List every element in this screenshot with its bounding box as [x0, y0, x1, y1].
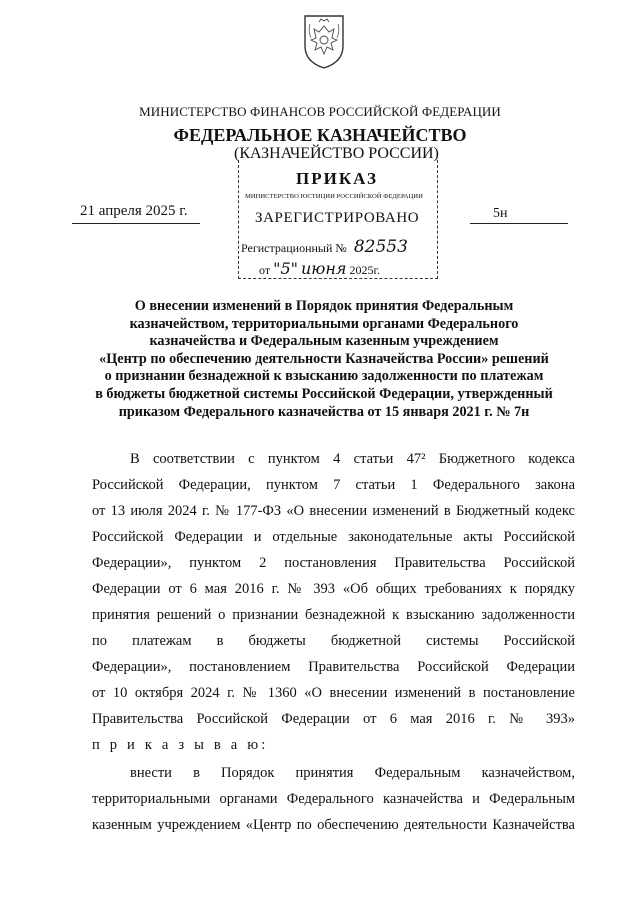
stamp-reg-label: Регистрационный № — [241, 241, 347, 255]
body-line: от 10 октября 2024 г. № 1360 «О внесении изменений в постановление — [92, 685, 575, 701]
body-line: территориальными органами Федерального казначейства и Федеральным — [92, 791, 575, 807]
number-underline — [470, 223, 568, 224]
document-type: ПРИКАЗ — [296, 169, 378, 188]
title-line: в бюджеты бюджетной системы Российской Федерации, утвержденный — [95, 385, 553, 402]
stamp-reg-number: 82553 — [353, 237, 408, 257]
document-number: 5н — [493, 206, 508, 221]
stamp-registered: ЗАРЕГИСТРИРОВАНО — [255, 210, 420, 226]
body-line: по платежам в бюджеты бюджетной системы Российской — [92, 633, 575, 649]
agency-short-name: (КАЗНАЧЕЙСТВО РОССИИ) — [234, 145, 439, 162]
body-line: Российской Федерации и отдельные законодательные акты Российской — [92, 529, 575, 545]
stamp-from-label: от — [259, 263, 271, 277]
body-line: принятия решений о признании безнадежной к взысканию задолженности — [92, 607, 575, 623]
agency-name: ФЕДЕРАЛЬНОЕ КАЗНАЧЕЙСТВО — [173, 125, 467, 145]
document-title — [84, 298, 564, 421]
state-emblem-icon — [302, 12, 346, 70]
body-line: внести в Порядок принятия Федеральным казначейством, — [130, 765, 575, 781]
title-line: «Центр по обеспечению деятельности Казначейства России» решений — [99, 350, 549, 367]
registration-stamp — [238, 160, 438, 279]
body-line: от 13 июля 2024 г. № 177-ФЗ «О внесении изменений в Бюджетный кодекс — [92, 503, 575, 519]
body-line: Федерации от 6 мая 2016 г. № 393 «Об общих требованиях к порядку — [92, 581, 575, 597]
ministry-name: МИНИСТЕРСТВО ФИНАНСОВ РОССИЙСКОЙ ФЕДЕРАЦИИ — [139, 104, 501, 119]
body-line: п р и к а з ы в а ю: — [92, 737, 269, 753]
stamp-registration-date — [259, 259, 380, 278]
body-line: Российской Федерации, пунктом 7 статьи 1 Федерального закона — [92, 477, 575, 493]
body-line: Федерации», пунктом 2 постановления Правительства Российской — [92, 555, 575, 571]
title-line: О внесении изменений в Порядок принятия Федеральным — [134, 298, 514, 314]
stamp-ministry: МИНИСТЕРСТВО ЮСТИЦИИ РОССИЙСКОЙ ФЕДЕРАЦИИ — [245, 193, 423, 200]
body-line: казенным учреждением «Центр по обеспечению деятельности Казначейства — [92, 817, 575, 833]
title-line: казначейством, территориальными органами Федерального — [129, 315, 519, 332]
stamp-from-month: июня — [301, 259, 347, 278]
stamp-registration-number — [241, 237, 408, 257]
stamp-from-day: "5" — [273, 259, 298, 278]
date-underline — [72, 223, 200, 224]
body-line: Правительства Российской Федерации от 6 мая 2016 г. № 393» — [92, 711, 575, 727]
body-line: В соответствии с пунктом 4 статьи 47² Бюджетного кодекса — [130, 451, 575, 467]
stamp-from-year: 2025г. — [349, 263, 381, 277]
title-line: о признании безнадежной к взысканию задолженности по платежам — [104, 368, 544, 385]
title-line: казначейства и Федеральным казенным учреждением — [149, 333, 499, 350]
document-date: 21 апреля 2025 г. — [80, 203, 188, 219]
title-line: приказом Федерального казначейства от 15 января 2021 г. № 7н — [118, 403, 530, 420]
body-line: Федерации», постановлением Правительства Российской Федерации — [92, 659, 575, 675]
